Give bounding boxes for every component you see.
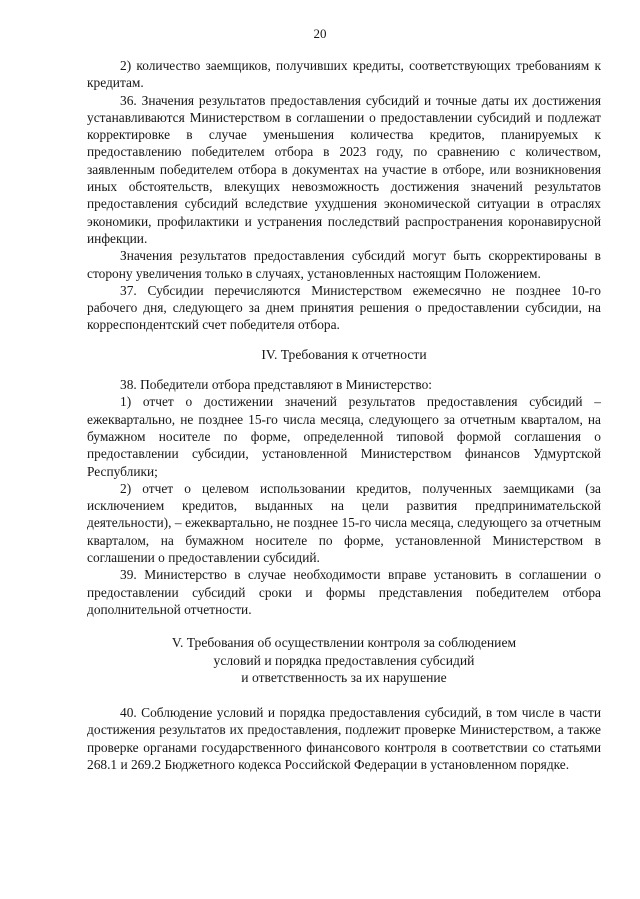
document-body: [87, 57, 601, 773]
page-number: 20: [313, 26, 327, 41]
paragraph-36-continuation: Значения результатов предоставления субсидий могут быть скорректированы в сторону увеличения только в случаях, установленных настоящим Положением.: [87, 248, 601, 281]
paragraph-38: 38. Победители отбора представляют в Министерство:: [120, 377, 432, 393]
spacer: [87, 334, 601, 346]
spacer: [87, 686, 601, 704]
paragraph-35-item-2: 2) количество заемщиков, получивших кредиты, соответствующих требованиям к кредитам.: [87, 58, 601, 91]
section-heading-v-line-3: и ответственность за их нарушение: [241, 669, 447, 685]
paragraph-38-item-1: 1) отчет о достижении значений результатов предоставления субсидий – ежеквартально, не позднее 15-го числа месяца, следующего за отчетным кварталом, на бумажном носителе по форме, определенной типовой формой соглашения о предоставлении субсидии, установленной Министерством финансов Удмуртской Республики;: [87, 394, 601, 479]
spacer: [87, 618, 601, 634]
paragraph-36: 36. Значения результатов предоставления субсидий и точные даты их достижения устанавливаются Министерством в соглашении о предоставлении субсидий и подлежат корректировке в случае уменьшения количества кредитов, планируемых к предоставлению победителем отбора в 2023 году, по сравнению с количеством, заявленным победителем отбора в документах на участие в отборе, или возникновения иных обстоятельств, влекущих невозможность достижения значений результатов предоставления субсидий вследствие ухудшения экономической ситуации в отраслях экономики, профилактики и устранения последствий распространения коронавирусной инфекции.: [87, 92, 601, 246]
paragraph-39: 39. Министерство в случае необходимости вправе установить в соглашении о предоставлении субсидий сроки и формы представления победителем отбора дополнительной отчетности.: [87, 567, 601, 617]
paragraph-38-item-2: 2) отчет о целевом использовании кредитов, полученных заемщиками (за исключением кредитов, выданных на цели развития предпринимательской деятельности), – ежеквартально, не позднее 15-го числа месяца, следующего за отчетным кварталом, на бумажном носителе по форме, установленной Министерством в соглашении о предоставлении субсидий.: [87, 480, 601, 566]
paragraph-37: 37. Субсидии перечисляются Министерством ежемесячно не позднее 10-го рабочего дня, следующего за днем принятия решения о предоставлении субсидии, на корреспондентский счет победителя отбора.: [87, 282, 601, 333]
section-heading-v-line-1: V. Требования об осуществлении контроля за соблюдением: [171, 635, 517, 651]
paragraph-40: 40. Соблюдение условий и порядка предоставления субсидий, в том числе в части достижения результатов их предоставления, подлежит проверке Министерством, а также проверке органами государственного финансового контроля в соответствии со статьями 268.1 и 269.2 Бюджетного кодекса Российской Федерации в установленном порядке.: [87, 705, 601, 772]
spacer: [87, 363, 601, 376]
section-heading-iv: IV. Требования к отчетности: [261, 346, 427, 362]
section-heading-v-line-2: условий и порядка предоставления субсидий: [213, 652, 475, 668]
